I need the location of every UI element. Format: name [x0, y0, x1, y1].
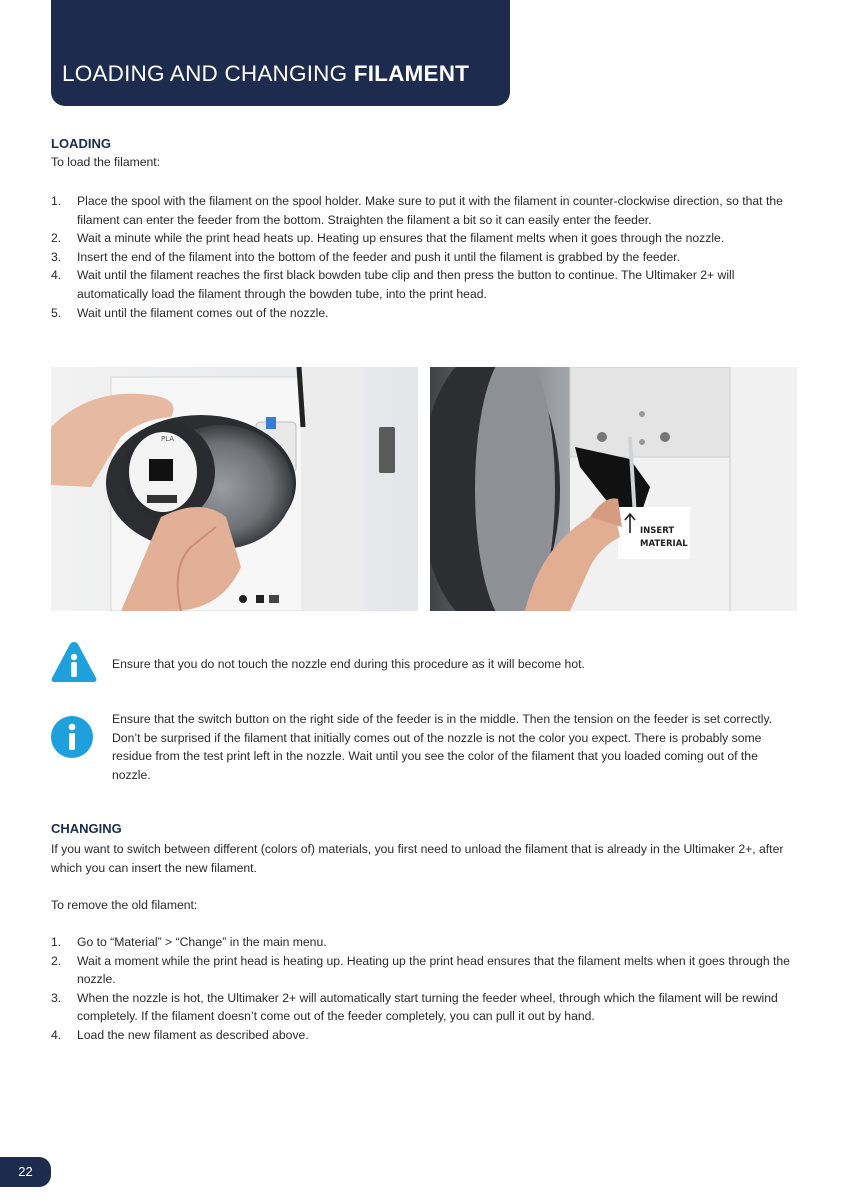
filament-insert-photo: [430, 367, 797, 611]
warning-text: Ensure that you do not touch the nozzle end during this procedure as it will become hot.: [112, 657, 585, 671]
list-item: 1. Go to “Material” > “Change” in the main menu.: [51, 935, 327, 949]
list-item: 4. Load the new filament as described above.: [51, 1027, 309, 1042]
page-header: [51, 0, 510, 106]
spool-loading-photo: [51, 367, 418, 611]
changing-intro: If you want to switch between different (colors of) materials, you first need to unload the filament that is already in the Ultimaker 2+, after which you can insert the new filament.: [51, 842, 784, 875]
changing-intro-remove: To remove the old filament:: [51, 898, 198, 912]
material-label: MATERIAL: [640, 539, 688, 549]
warning-triangle-icon: [50, 640, 98, 684]
list-item: 5. Wait until the filament comes out of the nozzle.: [51, 305, 329, 320]
list-item: 4. Wait until the filament reaches the first black bowden tube clip and then press the button to continue. The Ultimaker 2+ will automatically load the filament through the bowden tube, into the print head.: [51, 268, 735, 301]
title-light: LOADING AND CHANGING: [62, 61, 354, 86]
list-item: 1. Place the spool with the filament on the spool holder. Make sure to put it with the filament in counter-clockwise direction, so that the filament can enter the feeder from the bottom. Straighten the filament a bit so it can easily enter the feeder.: [51, 194, 783, 227]
page-number: 22: [0, 1157, 51, 1187]
changing-steps-list: [51, 933, 796, 1045]
list-item: 2. Wait a moment while the print head is heating up. Heating up the print head ensures that the filament melts when it goes through the nozzle.: [51, 953, 790, 987]
info-circle-icon: [50, 715, 94, 759]
list-item: 3. When the nozzle is hot, the Ultimaker 2+ will automatically start turning the feeder wheel, through which the filament will be rewind completely. If the filament doesn’t come out of the feeder completely, you can pull it out by hand.: [51, 990, 778, 1024]
info-text-residue: Don’t be surprised if the filament that initially comes out of the nozzle is not the color you expect. There is probably some residue from the test print left in the nozzle. Wait until you see the color of the filament that you loaded coming out of the nozzle.: [112, 730, 762, 782]
title-bold: FILAMENT: [353, 61, 470, 86]
spool-label: PLA: [161, 435, 175, 443]
list-item: 2. Wait a minute while the print head heats up. Heating up ensures that the filament melts when it goes through the nozzle.: [51, 231, 725, 246]
loading-intro: To load the filament:: [51, 155, 161, 169]
info-text-switch: Ensure that the switch button on the right side of the feeder is in the middle. Then the tension on the feeder is set correctly.: [112, 712, 773, 726]
insert-label: INSERT: [640, 526, 675, 536]
list-item: 3. Insert the end of the filament into the bottom of the feeder and push it until the filament is grabbed by the feeder.: [51, 249, 680, 264]
page-title: [62, 61, 469, 87]
changing-heading: CHANGING: [51, 821, 122, 836]
info-note: [112, 710, 792, 784]
loading-heading: LOADING: [51, 136, 111, 151]
loading-steps-list: [51, 192, 796, 322]
